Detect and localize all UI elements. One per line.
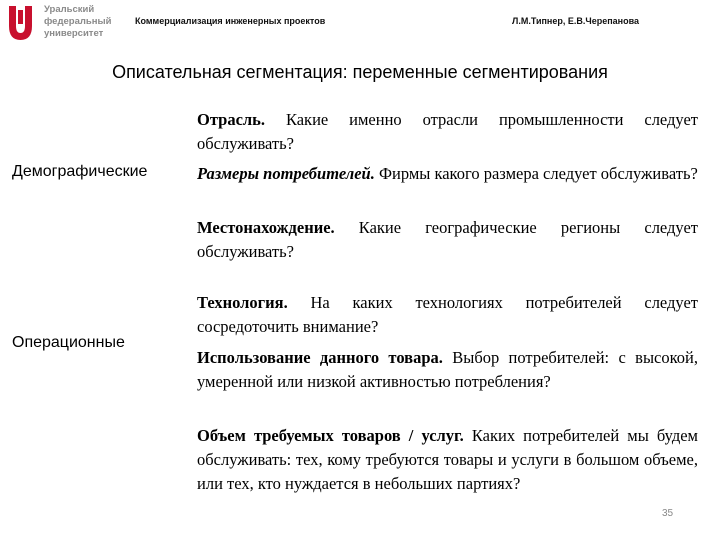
page-number: 35	[662, 508, 674, 519]
item-customer-size	[197, 162, 698, 186]
item-text: Какие географические регионы следует обслуживать?	[197, 218, 698, 261]
item-term: Местонахождение.	[197, 218, 335, 237]
authors: Л.М.Типнер, Е.В.Черепанова	[512, 16, 640, 26]
item-term: Размеры потребителей.	[197, 164, 375, 183]
item-text: Фирмы какого размера следует обслуживать?	[374, 164, 698, 183]
item-technology	[197, 291, 698, 339]
item-text: Выбор потребителей: с высокой, умеренной или низкой активностью потребления?	[197, 348, 698, 391]
item-term: Отрасль.	[197, 110, 265, 129]
item-location	[197, 216, 698, 264]
logo-line: Уральский	[44, 4, 95, 15]
logo-line: университет	[44, 28, 104, 39]
item-term: Технология.	[197, 293, 288, 312]
university-logo-text	[44, 4, 111, 40]
category-demographic: Демографические	[12, 163, 148, 180]
slide-title: Описательная сегментация: переменные сегментирования	[112, 62, 608, 82]
item-industry	[197, 108, 698, 156]
item-term: Объем требуемых товаров / услуг.	[197, 426, 464, 445]
category-operational: Операционные	[12, 334, 125, 351]
course-title: Коммерциализация инженерных проектов	[135, 16, 326, 26]
item-term: Использование данного товара.	[197, 348, 443, 367]
item-text: На каких технологиях потребителей следует сосредоточить внимание?	[197, 293, 698, 336]
item-order-volume	[197, 424, 698, 496]
university-logo-icon	[6, 4, 40, 44]
item-product-usage	[197, 346, 698, 394]
item-text: Каких потребителей мы будем обслуживать: тех, кому требуются товары и услуги в большом объеме, или тех, кто нуждается в небольших партиях?	[197, 426, 698, 493]
item-text: Какие именно отрасли промышленности следует обслуживать?	[197, 110, 698, 153]
logo-line: федеральный	[44, 16, 112, 27]
